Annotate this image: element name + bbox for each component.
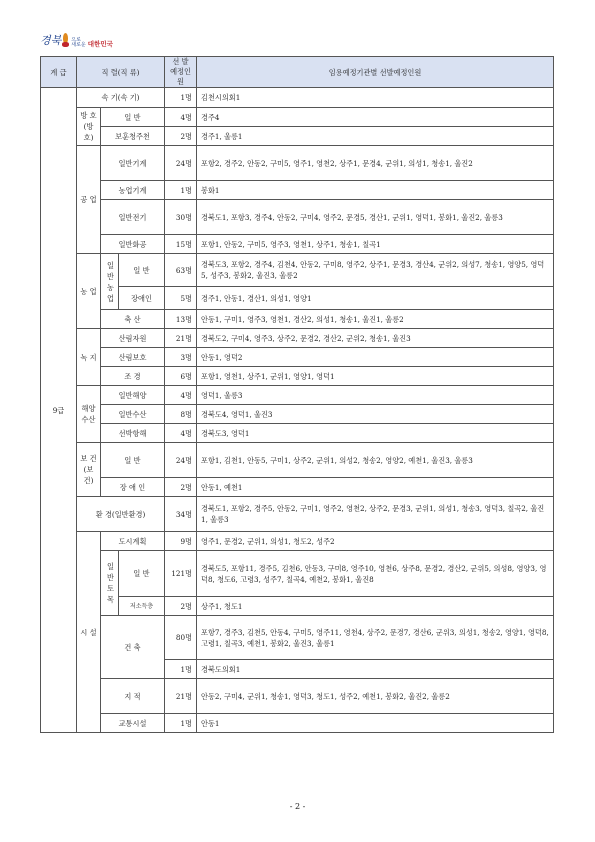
table-row: [41, 367, 554, 386]
job-cell: 일 반: [119, 254, 165, 287]
series-cell: 농 업: [77, 254, 101, 329]
agency-cell: 경북도1, 포항2, 경주5, 안동2, 구미1, 영주2, 영천2, 상주2, 문경3, 군위1, 의성1, 청송3, 영덕3, 칠곡2, 울진1, 울릉3: [197, 497, 554, 532]
job-cell: 일반기계: [101, 146, 165, 181]
count-cell: 4명: [165, 386, 197, 405]
logo-emblem-icon: [62, 33, 70, 48]
job-cell: 일반화공: [101, 235, 165, 254]
header-grade: 계 급: [41, 57, 77, 88]
header-agency-allocation: 임용예정기관별 선발예정인원: [197, 57, 554, 88]
table-row: [41, 616, 554, 660]
job-cell: 일 반: [119, 551, 165, 597]
recruitment-table: [40, 56, 554, 733]
agency-cell: 김천시의회1: [197, 88, 554, 108]
table-row: [41, 443, 554, 478]
series-cell: 해양수산: [77, 386, 101, 443]
job-cell: 환 경(일반환경): [77, 497, 165, 532]
agency-cell: 경주1, 안동1, 경산1, 의성1, 영양1: [197, 287, 554, 310]
table-row: [41, 181, 554, 200]
logo-sub1: 으로: [71, 37, 81, 43]
table-row: [41, 478, 554, 497]
agency-cell: 경주1, 울릉1: [197, 127, 554, 146]
count-cell: 2명: [165, 478, 197, 497]
job-cell: 일반전기: [101, 200, 165, 235]
agency-cell: 안동1, 예천1: [197, 478, 554, 497]
agency-cell: 안동2, 구미4, 군위1, 청송1, 영덕3, 청도1, 성주2, 예천1, 봉화2, 울진2, 울릉2: [197, 679, 554, 714]
agency-cell: 영덕1, 울릉3: [197, 386, 554, 405]
count-cell: 21명: [165, 679, 197, 714]
series-cell: 공 업: [77, 146, 101, 254]
count-cell: 3명: [165, 348, 197, 367]
count-cell: 6명: [165, 367, 197, 386]
table-row: [41, 348, 554, 367]
job-cell: 도시계획: [101, 532, 165, 551]
table-row: [41, 405, 554, 424]
agency-cell: 경주4: [197, 108, 554, 127]
count-cell: 1명: [165, 714, 197, 733]
logo-sub2: 새로운: [71, 42, 86, 48]
series-cell: 시 설: [77, 532, 101, 733]
table-row: [41, 108, 554, 127]
count-cell: 121명: [165, 551, 197, 597]
count-cell: 13명: [165, 310, 197, 329]
count-cell: 2명: [165, 127, 197, 146]
job-cell: 속 기(속 기): [77, 88, 165, 108]
job-cell: 농업기계: [101, 181, 165, 200]
table-row: [41, 200, 554, 235]
job-cell: 건 축: [101, 616, 165, 679]
agency-cell: 포항1, 영천1, 상주1, 군위1, 영양1, 영덕1: [197, 367, 554, 386]
job-cell: 보훈청주천: [101, 127, 165, 146]
agency-cell: 포항1, 안동2, 구미5, 영주3, 영천1, 상주1, 청송1, 칠곡1: [197, 235, 554, 254]
table-row: [41, 497, 554, 532]
count-cell: 21명: [165, 329, 197, 348]
agency-cell: 상주1, 청도1: [197, 597, 554, 616]
count-cell: 5명: [165, 287, 197, 310]
count-cell: 24명: [165, 443, 197, 478]
agency-cell: 경북도2, 구미4, 영주3, 상주2, 문경2, 경산2, 군위2, 청송1, 울진3: [197, 329, 554, 348]
table-row: [41, 714, 554, 733]
job-cell: 지 적: [101, 679, 165, 714]
table-row: [41, 386, 554, 405]
count-cell: 24명: [165, 146, 197, 181]
table-row: [41, 235, 554, 254]
agency-cell: 포항1, 김천1, 안동5, 구미1, 상주2, 군위1, 의성2, 청송2, 영양2, 예천1, 울진3, 울릉3: [197, 443, 554, 478]
series-cell: 녹 지: [77, 329, 101, 386]
table-row: [41, 679, 554, 714]
page-number: - 2 -: [289, 802, 306, 811]
count-cell: 4명: [165, 424, 197, 443]
table-row: [41, 329, 554, 348]
subseries-cell: 일반토목: [101, 551, 119, 616]
table-row: [41, 551, 554, 597]
table-row: [41, 146, 554, 181]
agency-cell: 영주1, 문경2, 군위1, 의성1, 청도2, 성주2: [197, 532, 554, 551]
grade-cell: 9급: [41, 88, 77, 733]
count-cell: 1명: [165, 88, 197, 108]
job-cell: 일반해양: [101, 386, 165, 405]
series-cell: 보 건 (보 건): [77, 443, 101, 497]
agency-cell: 경북도3, 포항2, 경주4, 김천4, 안동2, 구미8, 영주2, 상주1, 문경3, 경산4, 군위2, 의성7, 청송1, 영양5, 영덕5, 성주3, 봉화2, 울진3, 울릉2: [197, 254, 554, 287]
agency-cell: 경북도5, 포항11, 경주5, 김천6, 안동3, 구미8, 영주10, 영천6, 상주8, 문경2, 경산2, 군위5, 의성8, 영양3, 영덕8, 청도6, 고령3, 성주7, 칠곡4, 예천2, 봉화1, 울진8: [197, 551, 554, 597]
count-cell: 8명: [165, 405, 197, 424]
agency-cell: 경북도4, 영덕1, 울진3: [197, 405, 554, 424]
job-cell: 축 산: [101, 310, 165, 329]
subseries-cell: 일반농업: [101, 254, 119, 310]
series-cell: 방 호 (방 호): [77, 108, 101, 146]
job-cell: 일 반: [101, 443, 165, 478]
job-cell: 일 반: [101, 108, 165, 127]
count-cell: 15명: [165, 235, 197, 254]
job-cell: 교통시설: [101, 714, 165, 733]
table-row: [41, 88, 554, 108]
job-cell: 저소득층: [119, 597, 165, 616]
agency-cell: 경북도의회1: [197, 660, 554, 679]
job-cell: 장 애 인: [101, 478, 165, 497]
count-cell: 80명: [165, 616, 197, 660]
agency-cell: 안동1, 영덕2: [197, 348, 554, 367]
table-row: [41, 532, 554, 551]
count-cell: 1명: [165, 660, 197, 679]
count-cell: 63명: [165, 254, 197, 287]
job-cell: 선박항해: [101, 424, 165, 443]
job-cell: 일반수산: [101, 405, 165, 424]
agency-cell: 봉화1: [197, 181, 554, 200]
count-cell: 4명: [165, 108, 197, 127]
agency-cell: 포항2, 경주2, 안동2, 구미5, 영주1, 영천2, 상주1, 문경4, 군위1, 의성1, 청송1, 울진2: [197, 146, 554, 181]
agency-cell: 안동1: [197, 714, 554, 733]
logo-country: 대한민국: [87, 40, 113, 48]
agency-cell: 안동1, 구미1, 영주3, 영천1, 경산2, 의성1, 청송1, 울진1, 울릉2: [197, 310, 554, 329]
count-cell: 9명: [165, 532, 197, 551]
agency-cell: 포항7, 경주3, 김천5, 안동4, 구미5, 영주11, 영천4, 상주2, 문경7, 경산6, 군위3, 의성1, 청송2, 영양1, 영덕8, 고령1, 칠곡3, 예천1, 봉화2, 울진3, 울릉1: [197, 616, 554, 660]
table-header: [41, 57, 554, 88]
logo-subtext: [71, 38, 86, 48]
header-selection-count: 선 발 예정인원: [165, 57, 197, 88]
table-row: [41, 310, 554, 329]
count-cell: 34명: [165, 497, 197, 532]
agency-cell: 경북도1, 포항3, 경주4, 안동2, 구미4, 영주2, 문경5, 경산1, 군위1, 영덕1, 봉화1, 울진2, 울릉3: [197, 200, 554, 235]
table-row: [41, 424, 554, 443]
table-row: [41, 254, 554, 287]
count-cell: 2명: [165, 597, 197, 616]
header-job-series: 직 렬(직 류): [77, 57, 165, 88]
count-cell: 1명: [165, 181, 197, 200]
job-cell: 산림보호: [101, 348, 165, 367]
job-cell: 조 경: [101, 367, 165, 386]
count-cell: 30명: [165, 200, 197, 235]
gyeongbuk-logo: [40, 30, 113, 48]
agency-cell: 경북도3, 영덕1: [197, 424, 554, 443]
table-row: [41, 127, 554, 146]
logo-wordmark: 경북: [40, 34, 62, 47]
job-cell: 장애인: [119, 287, 165, 310]
job-cell: 산림자원: [101, 329, 165, 348]
